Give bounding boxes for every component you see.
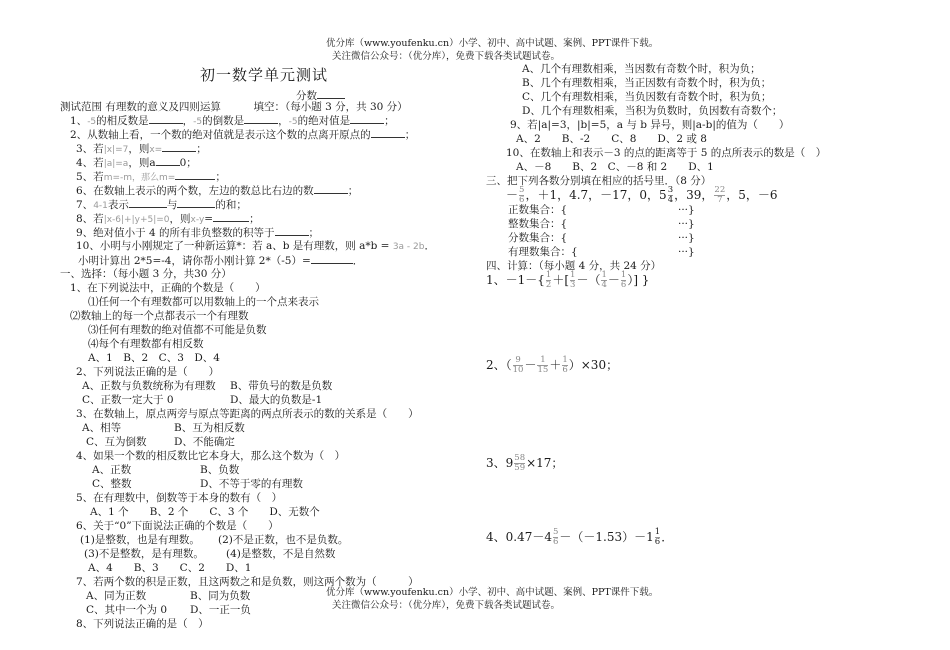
choice-q5: 5、在有理数中，倒数等于本身的数有（ ） bbox=[76, 492, 283, 504]
choice-q3-option-c: C、互为倒数 bbox=[86, 436, 147, 448]
test-scope: 测试范围 有理数的意义及四则运算 bbox=[60, 101, 221, 113]
choice-q10: 10、在数轴上和表示－3 的点的距离等于 5 的点所表示的数是（ ） bbox=[506, 147, 827, 159]
calc-problem-1: 1、－1－{ $\frac{1}{2}$ ＋[ $\frac{1}{3}$ －（ $\frac{1}{4}$ － $\frac{1}{6}$ ）] } bbox=[486, 270, 650, 290]
choice-q1-item-4: ⑷每个有理数都有相反数 bbox=[88, 338, 204, 350]
choice-q3-option-b: B、互为相反数 bbox=[174, 422, 245, 434]
choice-q8: 8、下列说法正确的是（ ） bbox=[76, 618, 209, 630]
set-fraction: 分数集合：{ bbox=[508, 232, 568, 244]
fill-section-heading: 填空：（每小题 3 分，共 30 分） bbox=[253, 101, 408, 113]
fill-q7: 7、4-1表示 与 的和； bbox=[76, 199, 247, 211]
header-line-2: 关注微信公众号：（优分库），免费下载各类试题试卷。 bbox=[332, 51, 561, 62]
choice-q7: 7、若两个数的积是正数，且这两数之和是负数，则这两个数为（ ） bbox=[76, 576, 419, 588]
choice-q1: 1、在下列说法中，正确的个数是（ ） bbox=[70, 282, 266, 294]
choice-q1-item-2: ⑵数轴上的每一个点都表示一个有理数 bbox=[70, 310, 249, 322]
set-integer-close: ···} bbox=[678, 218, 695, 230]
choice-q7-option-c: C、其中一个为 0 bbox=[86, 604, 168, 616]
set-integer: 整数集合：{ bbox=[508, 218, 568, 230]
choice-q1-item-3: ⑶任何有理数的绝对值都不可能是负数 bbox=[88, 324, 267, 336]
fill-q8: 8、若|x-6|+|y+5|=0，则x-y= ； bbox=[76, 213, 260, 225]
choice-q8-option-c: C、几个有理数相乘，当负因数有奇数个时，积为负； bbox=[522, 91, 772, 103]
calc-problem-3: 3、9 $\frac{58}{59}$ ×17； bbox=[486, 453, 564, 473]
classify-number-list: － $\frac{5}{6}$ ，＋1，4.7，－17，0，5 $\frac{3}{4}$ ，39， $\frac{22}{7}$ ，5，－6 bbox=[506, 185, 778, 205]
choice-q6-options: A、4 B、3 C、2 D、1 bbox=[88, 562, 252, 574]
set-positive: 正数集合：{ bbox=[508, 204, 568, 216]
choice-q10-options: A、－8 B、2 C、－8 和 2 D、1 bbox=[516, 161, 714, 173]
choice-q4-option-a: A、正数 bbox=[92, 464, 132, 476]
set-rational: 有理数集合：{ bbox=[508, 246, 578, 258]
choice-q7-option-a: A、同为正数 bbox=[86, 590, 147, 602]
set-fraction-close: ···} bbox=[678, 232, 695, 244]
choice-q5-options: A、1 个 B、2 个 C、3 个 D、无数个 bbox=[90, 506, 320, 518]
set-rational-close: ···} bbox=[678, 246, 695, 258]
choice-q4: 4、如果一个数的相反数比它本身大，那么这个数为（ ） bbox=[76, 450, 346, 462]
choice-q6: 6、关于“0”下面说法正确的个数是（ ） bbox=[76, 520, 279, 532]
choice-q7-option-b: B、同为负数 bbox=[190, 590, 251, 602]
choice-q6-item-4: (4)是整数，不是自然数 bbox=[226, 548, 336, 560]
choice-q2: 2、下列说法正确的是（ ） bbox=[76, 366, 220, 378]
fill-q3: 3、若|x|=7，则x= ； bbox=[76, 143, 207, 155]
choice-q7-option-d: D、一正一负 bbox=[190, 604, 251, 616]
fill-q10-part-2: 小明计算出 2*5=-4，请你帮小刚计算 2*（-5）= ． bbox=[78, 255, 364, 267]
header-line-1: 优分库（www.youfenku.cn）小学、初中、高中试题、案例、PPT课件下载。 bbox=[326, 38, 659, 49]
fill-q10: 10、小明与小刚规定了一种新运算*：若 a、b 是有理数，则 a*b = 3a - 2b． bbox=[76, 240, 435, 252]
page-title: 初一数学单元测试 bbox=[200, 66, 329, 84]
choice-section-heading: 一、选择：（每小题 3 分，共30 分） bbox=[60, 268, 232, 280]
calc-problem-2: 2、（ $\frac{9}{10}$ － $\frac{1}{15}$ ＋ $\frac{1}{6}$ ）×30； bbox=[486, 355, 619, 375]
choice-q8-option-d: D、几个有理数相乘，当积为负数时，负因数有奇数个； bbox=[522, 105, 783, 117]
choice-q3: 3、在数轴上，原点两旁与原点等距离的两点所表示的数的关系是（ ） bbox=[76, 408, 419, 420]
choice-q1-item-1: ⑴任何一个有理数都可以用数轴上的一个点来表示 bbox=[88, 296, 319, 308]
footer-line-1: 优分库（www.youfenku.cn）小学、初中、高中试题、案例、PPT课件下载。 bbox=[326, 587, 659, 598]
choice-q3-option-a: A、相等 bbox=[82, 422, 122, 434]
choice-q8-option-b: B、几个有理数相乘，当正因数有奇数个时，积为负； bbox=[522, 77, 772, 89]
choice-q6-item-2: (2)不是正数，也不是负数。 bbox=[218, 534, 349, 546]
set-positive-close: ···} bbox=[678, 204, 695, 216]
choice-q9: 9、若|a|=3，|b|=5，a 与 b 异号，则|a-b|的值为（ ） bbox=[510, 119, 790, 131]
fill-q9: 9、绝对值小于 4 的所有非负整数的积等于 ； bbox=[76, 227, 320, 239]
choice-q3-option-d: D、不能确定 bbox=[174, 436, 235, 448]
choice-q2-option-b: B、带负号的数是负数 bbox=[230, 380, 333, 392]
footer-line-2: 关注微信公众号：（优分库），免费下载各类试题试卷。 bbox=[332, 600, 561, 611]
choice-q6-item-1: (1)是整数，也是有理数。 bbox=[80, 534, 200, 546]
fill-q2: 2、从数轴上看，一个数的绝对值就是表示这个数的点离开原点的 ； bbox=[70, 129, 416, 141]
test-scope-line bbox=[60, 100, 408, 114]
choice-q4-option-b: B、负数 bbox=[200, 464, 240, 476]
choice-q9-options: A、2 B、-2 C、8 D、2 或 8 bbox=[516, 133, 707, 145]
choice-q6-item-3: (3)不是整数，是有理数。 bbox=[84, 548, 204, 560]
score-label: 分数 bbox=[296, 90, 317, 102]
fill-q1: 1、-5的相反数是 ，-5的倒数是 ，-5的绝对值是 ； bbox=[70, 115, 395, 127]
choice-q2-option-d: D、最大的负数是-1 bbox=[230, 394, 323, 406]
choice-q4-option-c: C、整数 bbox=[92, 478, 132, 490]
calc-heading: 四、计算：（每小题 4 分，共 24 分） bbox=[486, 260, 662, 272]
choice-q2-option-c: C、正数一定大于 0 bbox=[82, 394, 174, 406]
choice-q8-option-a: A、几个有理数相乘，当因数有奇数个时，积为负； bbox=[522, 63, 761, 75]
fill-q5: 5、若m=-m，那么m= ； bbox=[76, 171, 226, 183]
choice-q2-option-a: A、正数与负数统称为有理数 bbox=[82, 380, 216, 392]
calc-problem-4: 4、0.47－4 $\frac{5}{6}$ －（－1.53）－1 $\frac{1}{6}$ ． bbox=[486, 527, 674, 547]
score-blank bbox=[317, 88, 345, 99]
fill-q4: 4、若|a|=a，则a 0； bbox=[76, 157, 197, 169]
fraction-3-4: $\frac{3}{4}$ bbox=[667, 185, 674, 205]
choice-q4-option-d: D、不等于零的有理数 bbox=[200, 478, 303, 490]
fraction-5-6: $\frac{5}{6}$ bbox=[519, 185, 525, 205]
fill-q6: 6、在数轴上表示的两个数，左边的数总比右边的数 ； bbox=[76, 185, 359, 197]
choice-q1-options: A、1 B、2 C、3 D、4 bbox=[88, 352, 220, 364]
classify-heading: 三、把下列各数分别填在相应的括号里．（8 分） bbox=[486, 175, 712, 187]
fraction-22-7: $\frac{22}{7}$ bbox=[714, 185, 726, 205]
